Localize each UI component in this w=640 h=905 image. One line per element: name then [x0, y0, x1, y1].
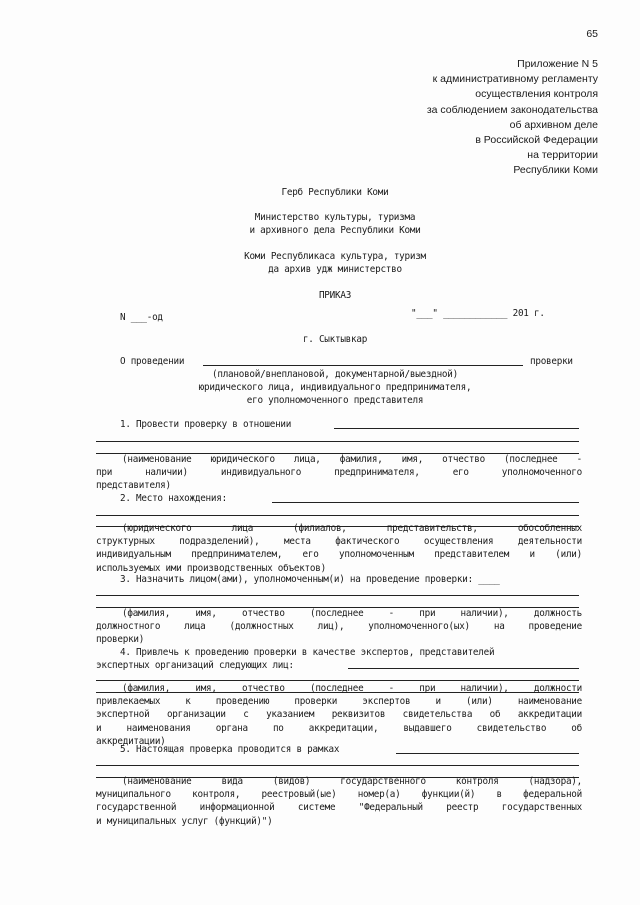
caption-line: должностного лица (должностных лиц), уполномоченного(ых) на проведение	[96, 621, 582, 633]
caption-line: привлекаемых к проведению проверки экспертов и (или) наименование	[96, 696, 582, 708]
item-1-caption	[96, 453, 582, 493]
subject-caption: (плановой/внеплановой, документарной/выездной)	[212, 369, 458, 380]
subject-caption: юридического лица, индивидуального предпринимателя,	[198, 382, 472, 393]
caption-line: представителя)	[96, 480, 171, 492]
item-2-label: 2. Место нахождения:	[120, 493, 227, 504]
item-5-label: 5. Настоящая проверка проводится в рамках	[120, 744, 340, 755]
item-3-caption	[96, 607, 582, 647]
item-5-caption	[96, 775, 582, 828]
appendix-line: к административному регламенту	[432, 73, 598, 86]
subject-caption: его уполномоченного представителя	[246, 395, 424, 406]
caption-line: структурных подразделений), места фактического осуществления деятельности	[96, 536, 582, 548]
subject-trail: проверки	[530, 356, 573, 367]
appendix-line: за соблюдением законодательства	[426, 103, 598, 116]
item-1-fill-line	[334, 428, 579, 429]
fill-line	[96, 680, 579, 681]
caption-line: используемых ими производственных объектов)	[96, 562, 326, 574]
fill-line	[96, 595, 579, 596]
item-2-caption	[96, 522, 582, 575]
caption-line: государственной информационной системе "Федеральный реестр государственных	[96, 802, 582, 814]
appendix-header	[298, 57, 598, 179]
caption-line: и муниципальных услуг (функций)")	[96, 815, 273, 827]
ministry-komi-line-1: Коми Республикаса культура, туризм	[244, 251, 426, 262]
caption-line: аккредитации)	[96, 735, 166, 747]
order-city: г. Сыктывкар	[302, 334, 368, 345]
subject-lead: О проведении	[120, 356, 185, 367]
caption-line: экспертной организации с указанием реквизитов свидетельства об аккредитации	[96, 709, 582, 721]
caption-line: индивидуальным предпринимателем, его уполномоченным представителем и (или)	[96, 549, 582, 561]
fill-line	[96, 515, 579, 516]
item-1-label: 1. Провести проверку в отношении	[120, 419, 292, 430]
item-3-label: 3. Назначить лицом(ами), уполномоченным(и) на проведение проверки: ____	[120, 574, 500, 585]
item-5-fill-line	[396, 753, 579, 754]
caption-line: (юридического лица (филиалов, представительств, обособленных	[122, 523, 582, 534]
appendix-line: Республики Коми	[513, 164, 598, 177]
ministry-ru-line-1: Министерство культуры, туризма	[254, 212, 416, 223]
caption-line: (наименование вида (видов) государственного контроля (надзора),	[122, 776, 582, 787]
item-2-fill-line	[272, 502, 579, 503]
caption-line: (фамилия, имя, отчество (последнее - при наличии), должность	[122, 608, 582, 619]
appendix-line: об архивном деле	[509, 118, 598, 131]
appendix-line: в Российской Федерации	[475, 134, 598, 147]
appendix-line: на территории	[527, 149, 598, 162]
caption-line: проверки)	[96, 634, 145, 646]
item-4-caption	[96, 682, 582, 748]
caption-line: и наименования органа по аккредитации, выдавшего свидетельство об	[96, 722, 582, 734]
order-number: N ___-од	[120, 312, 163, 323]
caption-line: муниципального контроля, реестровый(ые) номер(а) функции(й) в федеральной	[96, 789, 582, 801]
fill-line	[96, 441, 579, 442]
item-4-label-line: экспертных организаций следующих лиц:	[96, 660, 294, 672]
order-title: ПРИКАЗ	[318, 290, 352, 301]
item-4-fill-line	[348, 668, 579, 669]
subject-fill-line	[203, 365, 523, 366]
item-4-label-line: 4. Привлечь к проведению проверки в качестве экспертов, представителей	[120, 647, 495, 658]
page-number: 65	[586, 28, 598, 40]
caption-line: при наличии) индивидуального предпринимателя, его уполномоченного	[96, 467, 582, 479]
order-date: "___" ____________ 201 г.	[411, 308, 545, 319]
caption-line: (наименование юридического лица, фамилия, имя, отчество (последнее -	[122, 454, 582, 465]
emblem-label: Герб Республики Коми	[281, 187, 389, 198]
ministry-ru-line-2: и архивного дела Республики Коми	[249, 225, 421, 236]
appendix-line: Приложение N 5	[517, 58, 598, 70]
caption-line: (фамилия, имя, отчество (последнее - при наличии), должности	[122, 683, 582, 694]
fill-line	[96, 765, 579, 766]
ministry-komi-line-2: да архив удж министерство	[268, 264, 402, 275]
appendix-line: осуществления контроля	[475, 88, 598, 101]
